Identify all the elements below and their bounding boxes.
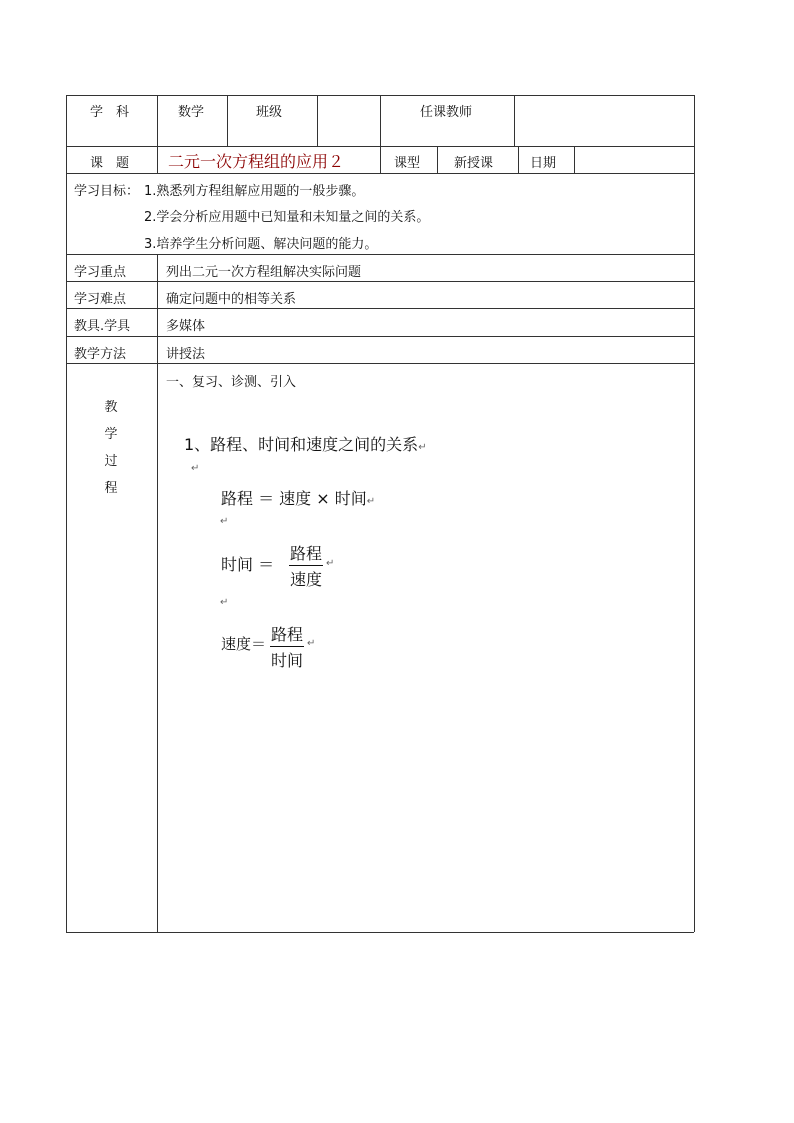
topic-heading-text: 1、路程、时间和速度之间的关系 xyxy=(184,435,419,454)
goal-item: 3.培养学生分析问题、解决问题的能力。 xyxy=(144,237,378,252)
class-label: 班级 xyxy=(256,105,283,120)
row-divider xyxy=(66,336,694,337)
subject-value: 数学 xyxy=(178,105,205,120)
col-divider xyxy=(227,95,228,146)
row-label-tools: 教具.学具 xyxy=(74,319,131,334)
col-divider xyxy=(437,146,438,173)
row-label-key-point: 学习重点 xyxy=(74,265,127,280)
return-mark: ↵ xyxy=(326,558,335,569)
return-mark: ↵ xyxy=(191,463,200,474)
col-divider xyxy=(380,95,381,173)
fraction-denominator: 速度 xyxy=(290,570,323,589)
col-divider xyxy=(157,95,158,173)
fraction-numerator: 路程 xyxy=(289,541,323,566)
col-divider xyxy=(574,146,575,173)
row-value-tools: 多媒体 xyxy=(166,319,206,334)
formula-time-lhs: 时间 ＝ xyxy=(221,555,275,574)
row-value-difficulty: 确定问题中的相等关系 xyxy=(166,292,297,307)
row-divider xyxy=(66,363,694,364)
topic-heading xyxy=(184,432,427,455)
col-divider xyxy=(518,146,519,173)
formula-distance xyxy=(221,486,375,509)
goal-item: 1.熟悉列方程组解应用题的一般步骤。 xyxy=(144,184,365,199)
formula-time-fraction xyxy=(289,541,323,590)
row-divider xyxy=(66,173,694,174)
process-label-char: 教 xyxy=(104,400,118,415)
fraction-numerator: 路程 xyxy=(270,622,304,647)
table-bottom-border xyxy=(66,932,694,933)
goal-item: 2.学会分析应用题中已知量和未知量之间的关系。 xyxy=(144,210,430,225)
formula-distance-text: 路程 ＝ 速度 × 时间 xyxy=(221,489,367,508)
row-divider xyxy=(66,308,694,309)
row-divider xyxy=(66,254,694,255)
goals-label: 学习目标： xyxy=(74,184,140,199)
process-label-char: 程 xyxy=(104,481,118,496)
date-label: 日期 xyxy=(530,156,557,171)
teacher-label: 任课教师 xyxy=(420,105,473,120)
subject-label: 学 科 xyxy=(90,105,130,120)
return-mark: ↵ xyxy=(220,597,229,608)
row-value-method: 讲授法 xyxy=(166,347,206,362)
formula-speed-lhs: 速度＝ xyxy=(221,635,267,653)
return-mark: ↵ xyxy=(366,496,376,507)
fraction-denominator: 时间 xyxy=(271,651,304,670)
row-label-difficulty: 学习难点 xyxy=(74,292,127,307)
return-mark: ↵ xyxy=(220,516,229,527)
col-divider xyxy=(514,95,515,146)
col-divider xyxy=(157,254,158,932)
lesson-type-label: 课型 xyxy=(394,156,421,171)
return-mark: ↵ xyxy=(307,638,316,649)
topic-label: 课 题 xyxy=(90,156,130,171)
col-divider xyxy=(317,95,318,146)
process-label-char: 学 xyxy=(104,427,118,442)
row-label-method: 教学方法 xyxy=(74,347,127,362)
section-heading: 一、复习、诊测、引入 xyxy=(166,375,297,390)
lesson-title: 二元一次方程组的应用２ xyxy=(168,152,345,171)
table-left-border xyxy=(66,95,67,932)
row-value-key-point: 列出二元一次方程组解决实际问题 xyxy=(166,265,362,280)
row-divider xyxy=(66,281,694,282)
table-right-border xyxy=(694,95,695,932)
formula-speed-fraction xyxy=(270,622,304,671)
process-label-char: 过 xyxy=(104,454,118,469)
lesson-type-value: 新授课 xyxy=(454,156,494,171)
return-mark: ↵ xyxy=(418,442,427,453)
